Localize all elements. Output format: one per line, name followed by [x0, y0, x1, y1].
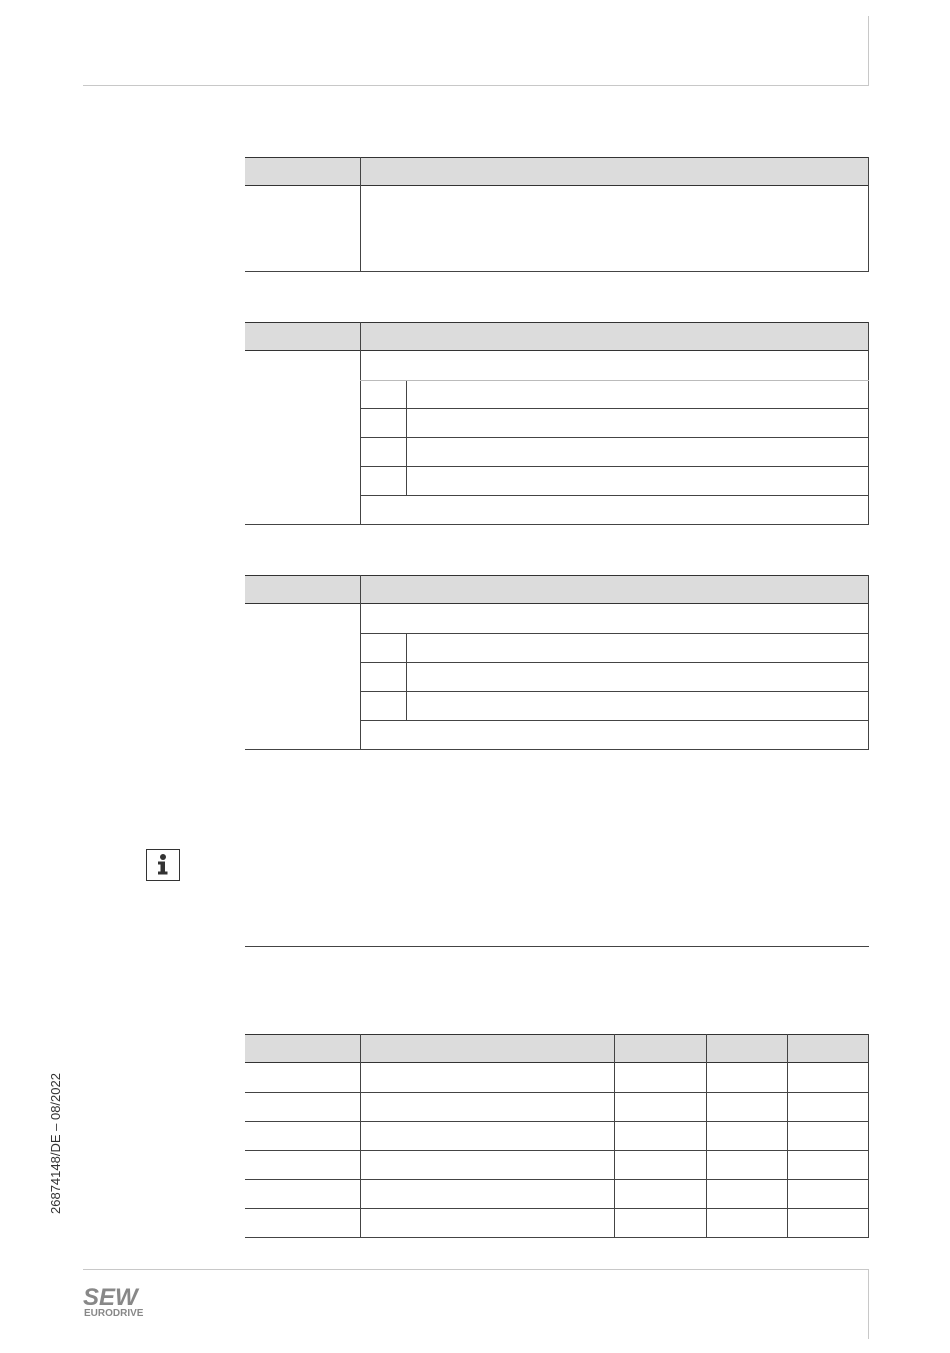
- table-3: [245, 575, 869, 750]
- document-id: 26874148/DE – 08/2022: [48, 1073, 63, 1214]
- table-1: [245, 157, 869, 272]
- sew-eurodrive-logo: [83, 1284, 153, 1318]
- info-icon: [146, 849, 180, 881]
- table-1-header: [245, 157, 869, 186]
- footer-rule: [83, 1269, 869, 1270]
- table-2: [245, 322, 869, 525]
- table-4-header: [245, 1034, 869, 1063]
- logo-text: SEW: [83, 1284, 138, 1311]
- logo-subtext: EURODRIVE: [84, 1308, 144, 1318]
- table-2-header: [245, 322, 869, 351]
- footer-side-rule: [868, 1269, 869, 1339]
- table-4: [245, 1034, 869, 1238]
- header-side-rule: [868, 16, 869, 86]
- section-separator: [245, 946, 869, 947]
- table-3-header: [245, 575, 869, 604]
- header-rule: [83, 85, 869, 86]
- info-glyph: [147, 850, 178, 879]
